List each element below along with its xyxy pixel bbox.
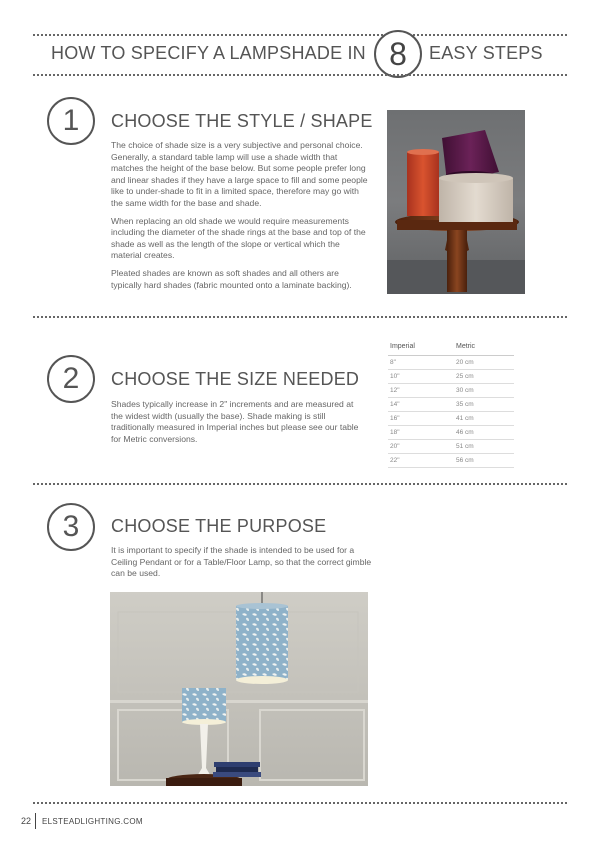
step-3-circle — [47, 503, 95, 551]
lampshades-photo — [387, 110, 525, 294]
table-row — [388, 370, 514, 384]
section-divider-2 — [33, 483, 567, 485]
step-2-circle — [47, 355, 95, 403]
step-1-text — [111, 140, 369, 297]
metric-cell: 51 cm — [454, 440, 514, 454]
footer-separator — [35, 813, 36, 829]
step-2-number: 2 — [62, 362, 80, 395]
lampshades-illustration — [387, 110, 525, 294]
table-row — [388, 454, 514, 468]
size-conversion-table — [388, 340, 514, 468]
step-2-title: CHOOSE THE SIZE NEEDED — [111, 369, 360, 389]
table-row — [388, 398, 514, 412]
step-1-paragraph: The choice of shade size is a very subjective and personal choice. Generally, a standard table lamp will use a shade width that matches the height of the base below. But some people prefer long and linear shades if they have a large space to fill and some people like to under-shade to fit in a limited space, therefore may go with the same width for the base and shade. — [111, 140, 368, 208]
table-header-imperial: Imperial — [388, 340, 454, 356]
imperial-cell: 14" — [388, 398, 454, 412]
step-3-text — [111, 545, 373, 586]
table-row — [388, 440, 514, 454]
header-title-left: HOW TO SPECIFY A LAMPSHADE IN — [51, 43, 366, 63]
step-1-circle — [47, 97, 95, 145]
footer-website-link[interactable]: ELSTEADLIGHTING.COM — [42, 817, 143, 826]
metric-cell: 30 cm — [454, 384, 514, 398]
step-2-text — [111, 399, 361, 451]
step-1-title: CHOOSE THE STYLE / SHAPE — [111, 111, 373, 131]
header-step-count-circle — [374, 30, 422, 78]
table-row — [388, 384, 514, 398]
section-divider-1 — [33, 316, 567, 318]
step-1-paragraph: When replacing an old shade we would require measurements including the diameter of the shade rings at the base and top of the shade as well as the length of the slope or vertical which the material creates. — [111, 215, 366, 261]
imperial-cell: 12" — [388, 384, 454, 398]
imperial-cell: 8" — [388, 356, 454, 370]
imperial-cell: 10" — [388, 370, 454, 384]
imperial-cell: 16" — [388, 412, 454, 426]
imperial-cell: 22" — [388, 454, 454, 468]
step-3-paragraph: It is important to specify if the shade is intended to be used for a Ceiling Pendant or for a Table/Floor Lamp, so that the correct gimble can be used. — [111, 545, 372, 579]
header-title-right: EASY STEPS — [429, 43, 543, 63]
footer-divider — [33, 802, 567, 804]
metric-cell: 41 cm — [454, 412, 514, 426]
metric-cell: 25 cm — [454, 370, 514, 384]
table-row — [388, 356, 514, 370]
metric-cell: 35 cm — [454, 398, 514, 412]
table-row — [388, 412, 514, 426]
pendant-and-table-lamp-photo — [110, 592, 368, 786]
header-step-count: 8 — [389, 36, 407, 72]
metric-cell: 46 cm — [454, 426, 514, 440]
step-1-number: 1 — [62, 104, 80, 137]
metric-cell: 56 cm — [454, 454, 514, 468]
page-number: 22 — [21, 816, 32, 826]
page-header — [33, 30, 567, 76]
step-3-title: CHOOSE THE PURPOSE — [111, 516, 327, 536]
metric-cell: 20 cm — [454, 356, 514, 370]
step-2-paragraph: Shades typically increase in 2" increments and are measured at the widest width (usually the base). Shade making is still traditionally measured in Imperial inches but please see our table for Metric conversions. — [111, 399, 359, 444]
table-header-row — [388, 340, 514, 356]
table-row — [388, 426, 514, 440]
imperial-cell: 20" — [388, 440, 454, 454]
table-header-metric: Metric — [454, 340, 514, 356]
step-3-number: 3 — [62, 510, 80, 543]
header-bottom-divider — [33, 74, 567, 76]
imperial-cell: 18" — [388, 426, 454, 440]
step-1-paragraph: Pleated shades are known as soft shades and all others are typically hard shades (fabric mounted onto a laminate backing). — [111, 267, 352, 290]
pendant-lamp-illustration — [110, 592, 368, 786]
